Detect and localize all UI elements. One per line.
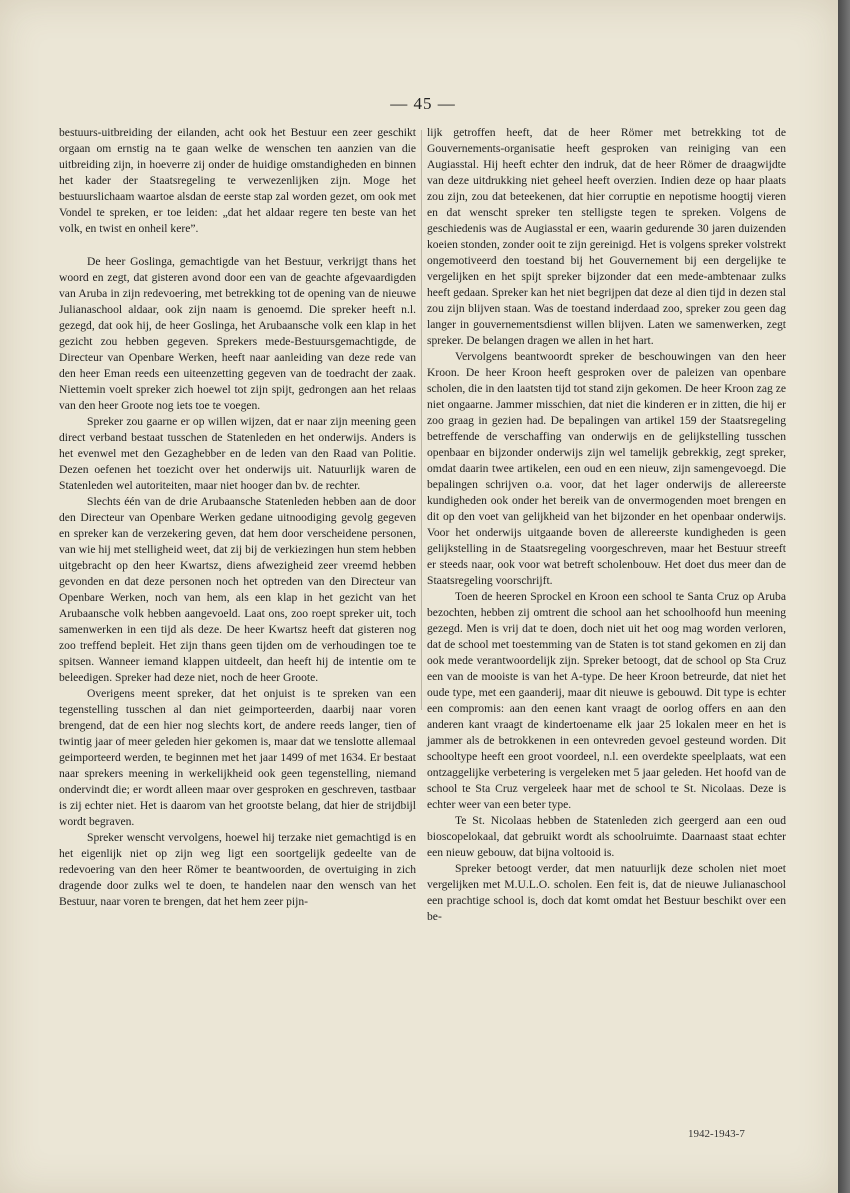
paragraph: Te St. Nicolaas hebben de Statenleden zich geergerd aan een oud bioscopelokaal, dat gebruikt wordt als schoolruimte. Daarnaast staat echter een nieuw gebouw, dat bijna voltooid is.: [427, 814, 786, 859]
paragraph: Spreker wenscht vervolgens, hoewel hij terzake niet gemachtigd is en het eigenlijk niet op zijn weg ligt een soortgelijk gedeelte van de redevoering van den heer Römer te beantwoorden, de overtuiging in zich dragende door zulks wel te doen, te handelen naar den wensch van het Bestuur, naar voren te brengen, dat het hem zeer pijn-: [59, 831, 416, 908]
right-column: [427, 125, 786, 925]
column-divider: [421, 130, 422, 710]
paragraph: Slechts één van de drie Arubaansche Statenleden hebben aan de door den Directeur van Openbare Werken gedane uitnoodiging gevolg gegeven en spreker kan de verzekering geven, dat hem door verscheidene personen, van wie hij met stelligheid weet, dat zij bij de verkiezingen hun stem hebben uitgebracht op den heer Kwartsz, diens afwezigheid zeer vreemd hebben gevonden en dat deze personen noch het optreden van den Directeur van Openbare Werken, noch van hem, als een klap in het gezicht van het Arubaansche volk hebben aangevoeld. Laat ons, zoo roept spreker uit, toch samenwerken in een tijd als deze. De heer Kwartsz heeft dat gisteren nog zoo treffend bepleit. Het zijn thans geen tijden om de verhoudingen toe te spitsen. Wanneer iemand klappen uitdeelt, dan heeft hij de intentie om te beleedigen. Spreker had deze niet, noch de heer Groote.: [59, 495, 416, 684]
left-column: [59, 125, 416, 910]
paragraph: lijk getroffen heeft, dat de heer Römer met betrekking tot de Gouvernements-organisatie heeft gesproken van reiniging van een Augiasstal. Hij heeft echter den indruk, dat de heer Römer de draagwijdte van deze uitdrukking niet geheel heeft overzien. Indien deze op haar plaats zou zijn, zou dat beteekenen, dat hier corruptie en nepotisme hoogtij vieren en dat wenscht spreker ten stelligste tegen te spreken. Volgens de geschiedenis was de Augiasstal er een, waarin gedurende 30 jaren duizenden koeien stonden, zonder ooit te zijn gereinigd. Het is volgens spreker volstrekt ongemotiveerd den toestand bij het Gouvernement bij een dergelijke te vergelijken en het spijt spreker bijzonder dat een mede-ambtenaar zulks heeft gedaan. Spreker kan het niet begrijpen dat deze al dien tijd in dezen stal zou zijn blijven staan. Was de toestand inderdaad zoo, spreker zou geen dag langer in gouvernementsdienst willen blijven. Laten we samenwerken, zegt spreker. De belangen dragen we allen in het hart.: [427, 126, 786, 347]
paragraph: De heer Goslinga, gemachtigde van het Bestuur, verkrijgt thans het woord en zegt, dat gisteren avond door een van de geachte afgevaardigden van Aruba in zijn redevoering, met betrekking tot de opening van de nieuwe Julianaschool aldaar, ook zijn naam is genoemd. Die spreker heeft n.l. gezegd, dat ook hij, de heer Goslinga, het Arubaansche volk een klap in het gezicht zou hebben gegeven. Sprekers mede-Bestuursgemachtigde, de Directeur van Openbare Werken, heeft naar aanleiding van deze rede van den heer Eman reeds een uiteenzetting gegeven van de toedracht der zaak. Niettemin voelt spreker zich hoewel tot zijn spijt, gedrongen aan het relaas van den heer Groote nog iets toe te voegen.: [59, 255, 416, 412]
archive-code: 1942-1943-7: [688, 1128, 745, 1140]
paragraph: Vervolgens beantwoordt spreker de beschouwingen van den heer Kroon. De heer Kroon heeft gesproken over de paleizen van openbare scholen, die in den laatsten tijd tot stand zijn gekomen. De heer Kroon zag ze niet ongaarne. Jammer misschien, dat niet die kinderen er in zitten, die hij er zoo graag in gezien had. De bepalingen van artikel 159 der Staatsregeling betreffende de verschaffing van onderwijs en de gelijkstelling tusschen openbaar en bijzonder onderwijs zijn wel tamelijk gebrekkig, zegt spreker, omdat daarin twee artikelen, een oud en een nieuw, zijn samengevoegd. Die bepalingen schrijven o.a. voor, dat het lager onderwijs de allereerste kundigheden ook onder het bereik van de onvermogenden moet brengen en dit op den voet van gelijkheid van het bijzonder en het openbaar onderwijs. Voor het onderwijs uitgaande boven de allereerste kundigheden is geen gelijkstelling in de Staatsregeling voorgeschreven, maar het Bestuur streeft er steeds naar, ook voor wat betreft scholenbouw. Het doet dus meer dan de Staatsregeling voorschrijft.: [427, 350, 786, 587]
paragraph: bestuurs-uitbreiding der eilanden, acht ook het Bestuur een zeer geschikt orgaan om ernstig na te gaan welke de wenschen ten aanzien van die uitbreiding zijn, in hoeverre zij onder de huidige omstandigheden en binnen het kader der Staatsregeling te verwezenlijken zijn. Moge het bestuurslichaam waartoe alsdan de eerste stap zal worden gezet, om ook met Vondel te spreken, er toe leiden: „dat het aldaar regere ten beste van het volk, en twist en onheil kere”.: [59, 126, 416, 235]
paragraph: Toen de heeren Sprockel en Kroon een school te Santa Cruz op Aruba bezochten, hebben zij omtrent die school aan het schoolhoofd hun meening gezegd. Men is vrij dat te doen, doch niet uit het oog mag worden verloren, dat de school met toestemming van de Staten is tot stand gekomen en zij dan ook mede verantwoordelijk zijn. Spreker betoogt, dat de school op Sta Cruz een van de mooiste is van het A-type. De heer Kroon betreurde, dat niet het oude type, met een gaanderij, maar dit nieuwe is gebouwd. Dit type is echter een compromis: aan den eenen kant vraagt de oorlog offers en aan den anderen kant vraagt de kindertoename elk jaar 25 lokalen meer en het is jammer als de betrokkenen in een ontevreden gevoel gesteund worden. Dit schooltype heeft een groot voordeel, n.l. een overdekte speelplaats, wat een ontzaggelijke verbetering is vergeleken met 5 jaar geleden. Het hoofd van de school te Sta Cruz vergeleek haar met de school te St. Nicolaas. Deze is echter weer van een beter type.: [427, 590, 786, 811]
paragraph: Spreker zou gaarne er op willen wijzen, dat er naar zijn meening geen direct verband bestaat tusschen de Statenleden en het onderwijs. Anders is het evenwel met den Gezaghebber en de leden van den Raad van Politie. Dezen oefenen het toezicht over het onderwijs uit. Natuurlijk waren de Statenleden wel autoriteiten, maar niet hooger dan bv. de rechter.: [59, 415, 416, 492]
page-number: — 45 —: [390, 94, 456, 113]
scan-edge: [838, 0, 850, 1193]
paragraph: Overigens meent spreker, dat het onjuist is te spreken van een tegenstelling tusschen al dan niet geimporteerden, daarbij naar voren brengend, dat de een hier nog slechts kort, de andere reeds langer, tien of twintig jaar of meer geleden hier gekomen is, maar dat we tenslotte allemaal geimporteerd werden, te beginnen met het jaar 1499 of met 1634. Er bestaat naar sprekers meening in werkelijkheid ook geen tegenstelling, niemand ondervindt die; er wordt alleen maar over gesproken en geschreven, tastbaar is zij echter niet. Het is daarom van het grootste belang, dat hier de strijdbijl wordt begraven.: [59, 687, 416, 828]
paragraph: Spreker betoogt verder, dat men natuurlijk deze scholen niet moet vergelijken met M.U.L.O. scholen. Een feit is, dat de nieuwe Julianaschool een prachtige school is, doch dat komt omdat het Bestuur beschikt over een be-: [427, 862, 786, 923]
